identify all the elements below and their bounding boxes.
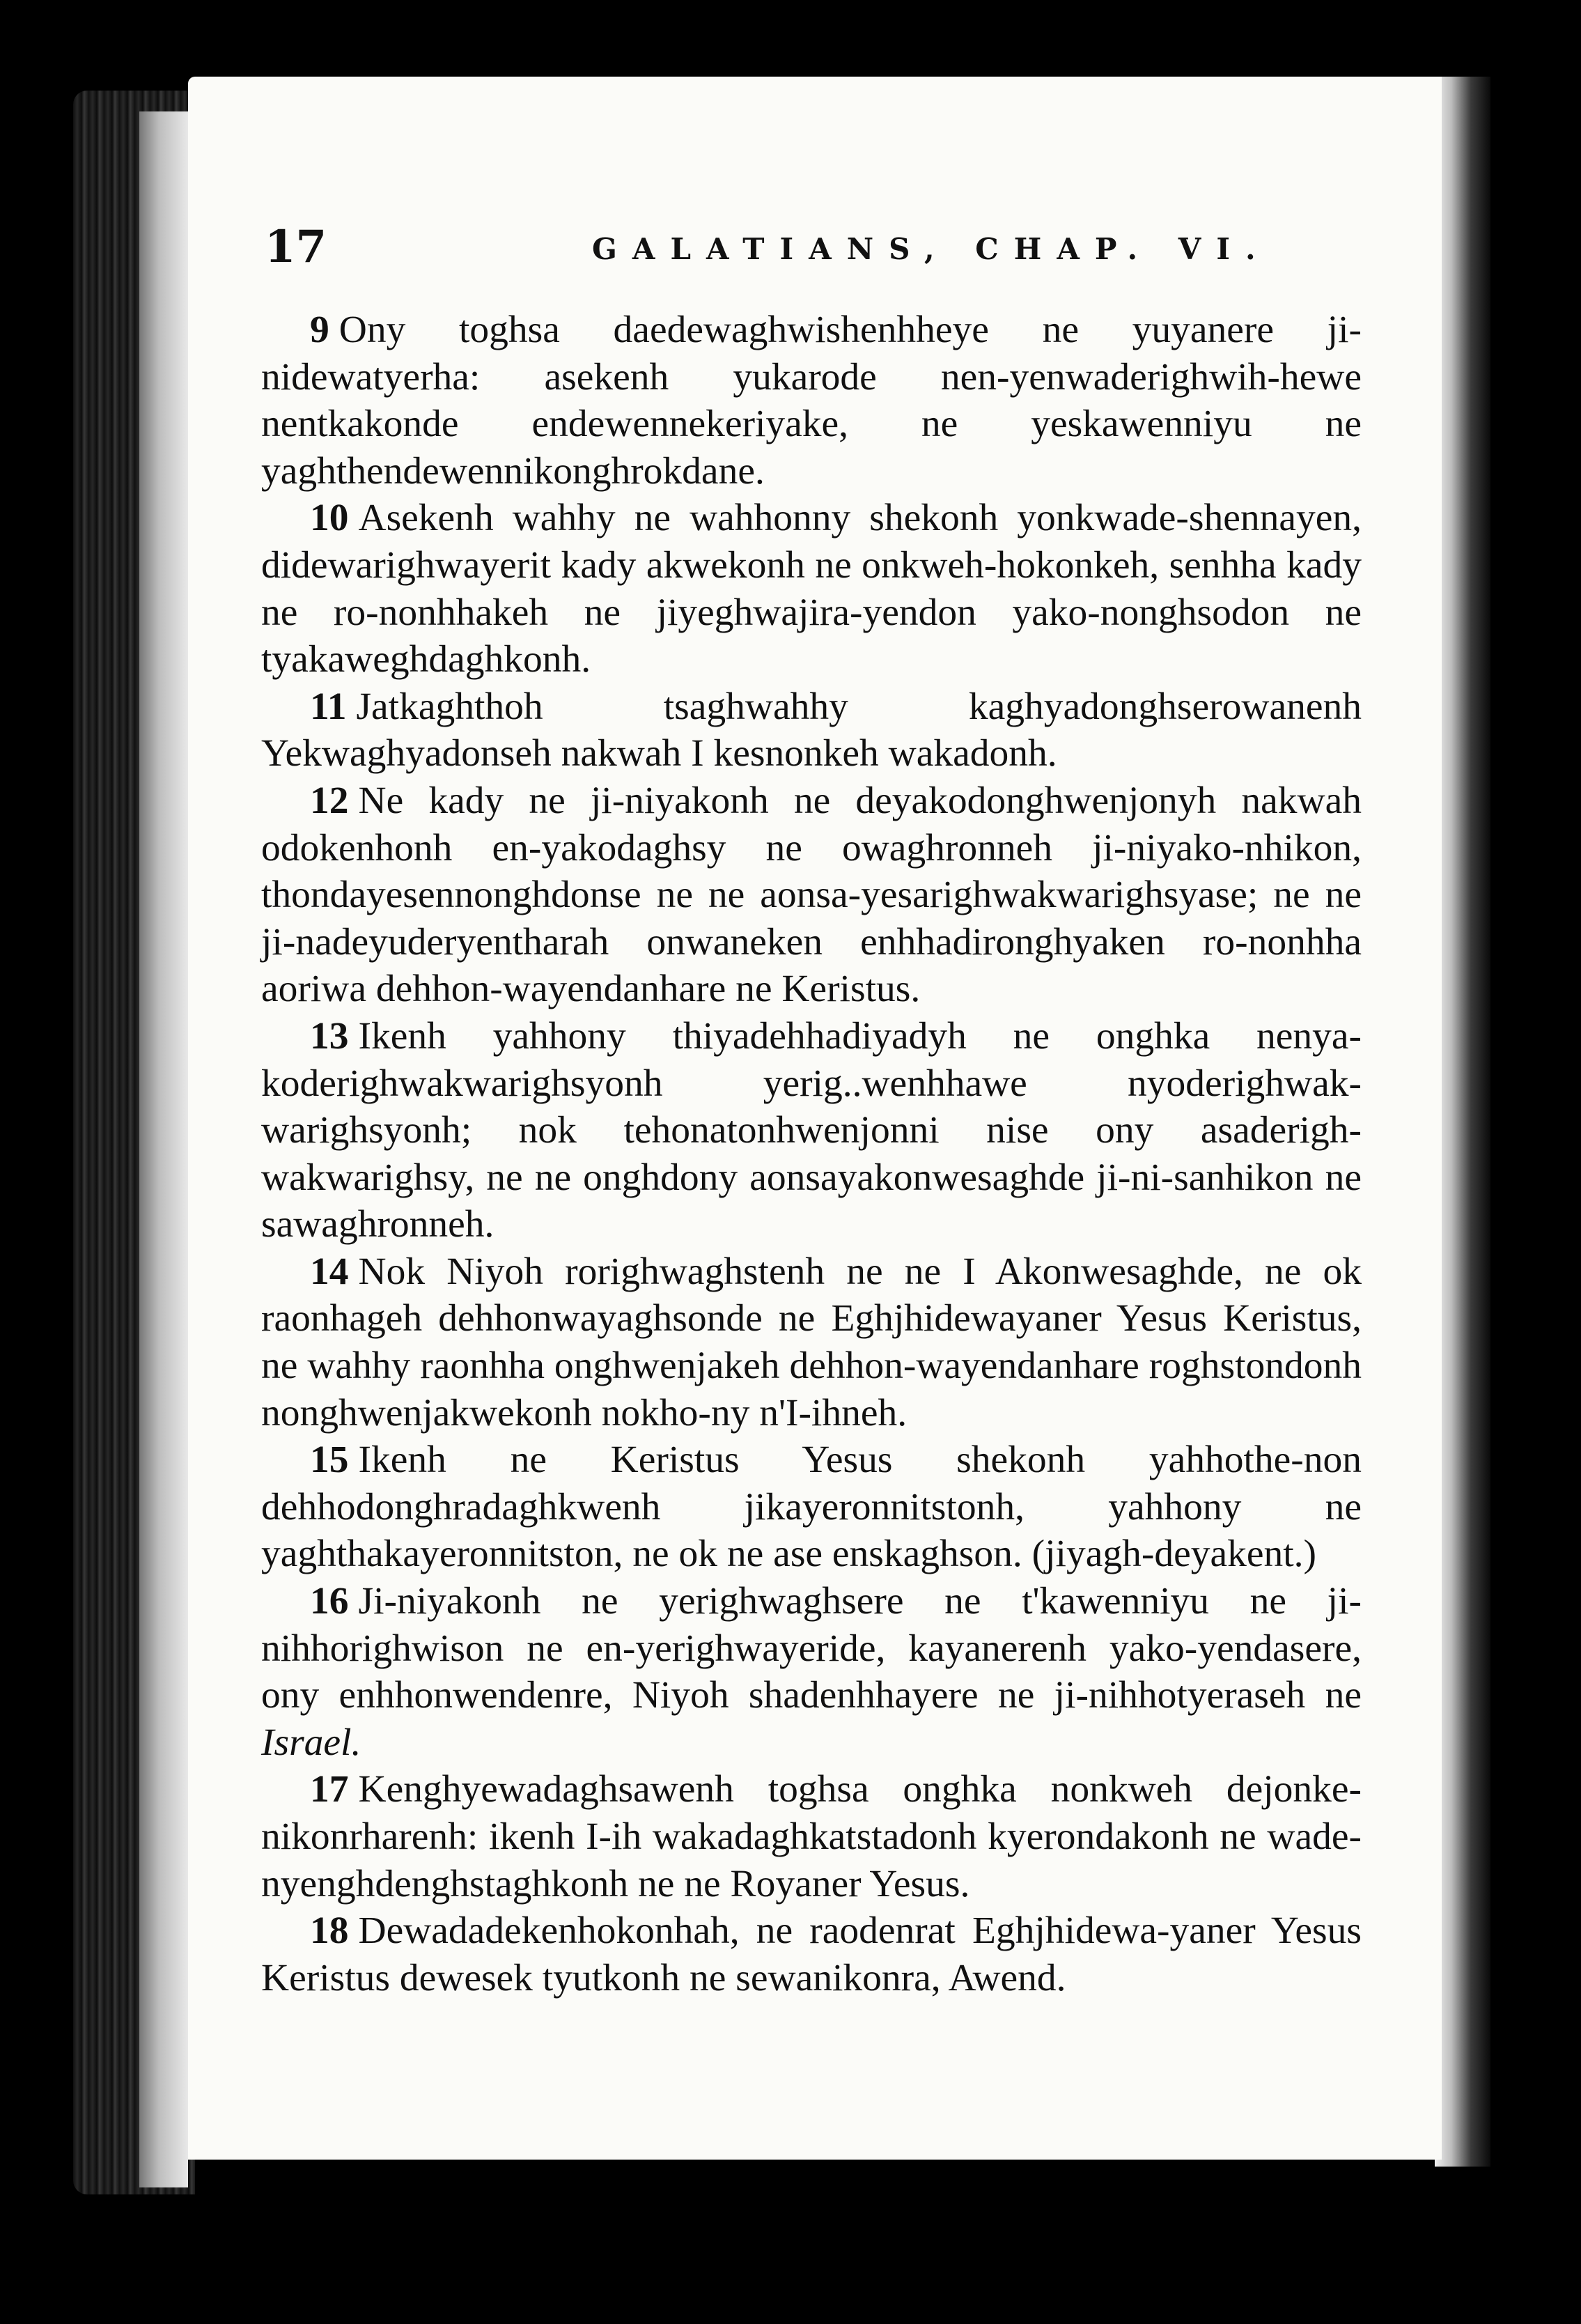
- verse-number: 17: [310, 1768, 349, 1811]
- verse-12: [261, 777, 1362, 1013]
- verse-number: 9: [310, 309, 329, 351]
- verse-text: Kenghyewadaghsawenh toghsa onghka nonkweh dejonke-nikonrharenh: ikenh I-ih wakadaghkatstadonh kyerondakonh ne wade-nyenghdenghstaghkonh ne ne Royaner Yesus.: [261, 1768, 1362, 1905]
- verse-number: 11: [310, 685, 347, 728]
- verse-text-block: [261, 307, 1362, 2001]
- verse-number: 10: [310, 497, 349, 540]
- verse-text: Dewadadekenhokonhah, ne raodenrat Eghjhidewa-yaner Yesus Keristus dewesek tyutkonh ne sewanikonra, Awend.: [261, 1909, 1362, 1999]
- verse-text-italic: Israel.: [261, 1721, 361, 1764]
- verse-text: Asekenh wahhy ne wahhonny shekonh yonkwade-shennayen, didewarighwayerit kady akwekonh ne onkweh-hokonkeh, senhha kady ne ro-nonhhakeh ne jiyeghwajira-yendon yako-nonghsodon ne tyakaweghdaghkonh.: [261, 497, 1362, 681]
- page-number: 17: [265, 221, 327, 273]
- verse-text: Ikenh yahhony thiyadehhadiyadyh ne onghka nenya-koderighwakwarighsyonh yerig..wenhhawe nyoderighwak-warighsyonh; nok tehonatonhwenjonni nise ony asaderigh-wakwarighsy, ne ne onghdony aonsayakonwesaghde ji-ni-sanhikon ne sawaghronneh.: [261, 1014, 1362, 1246]
- verse-13: [261, 1013, 1362, 1248]
- page-gutter-shadow: [139, 111, 188, 2187]
- page-header: [265, 216, 1351, 279]
- verse-18: [261, 1907, 1362, 2001]
- verse-text: Jatkaghthoh tsaghwahhy kaghyadonghserowanenh Yekwaghyadonseh nakwah I kesnonkeh wakadonh.: [261, 685, 1362, 775]
- verse-number: 14: [310, 1250, 349, 1293]
- verse-10: [261, 495, 1362, 683]
- verse-number: 13: [310, 1014, 349, 1058]
- verse-text: Ji-niyakonh ne yerighwaghsere ne t'kawenniyu ne ji-nihhorighwison ne en-yerighwayeride, kayanerenh yako-yendasere, ony enhhonwendenre, Niyoh shadenhhayere ne ji-nihhotyeraseh ne: [261, 1580, 1362, 1717]
- verse-number: 12: [310, 779, 349, 822]
- running-head: GALATIANS, CHAP. VI.: [592, 232, 1271, 266]
- verse-17: [261, 1766, 1362, 1907]
- verse-text: Ony toghsa daedewaghwishenhheye ne yuyanere ji-nidewatyerha: asekenh yukarode nen-yenwaderighwih-hewe nentkakonde endewennekeriyake, ne yeskawenniyu ne yaghthendewennikonghrokdane.: [261, 309, 1362, 493]
- verse-text: Ikenh ne Keristus Yesus shekonh yahhothe-non dehhodonghradaghkwenh jikayeronnitstonh, yahhony ne yaghthakayeronnitston, ne ok ne ase enskaghson. (jiyagh-deyakent.): [261, 1439, 1362, 1576]
- page-stack-edge: [1435, 77, 1490, 2167]
- verse-number: 15: [310, 1439, 349, 1482]
- verse-number: 16: [310, 1580, 349, 1623]
- verse-9: [261, 307, 1362, 495]
- verse-number: 18: [310, 1909, 349, 1953]
- verse-text: Ne kady ne ji-niyakonh ne deyakodonghwenjonyh nakwah odokenhonh en-yakodaghsy ne owaghronneh ji-niyako-nhikon, thondayesennonghdonse ne ne aonsa-yesarighwakwarighsyase; ne ne ji-nadeyuderyentharah onwaneken enhhadironghyaken ro-nonhha aoriwa dehhon-wayendanhare ne Keristus.: [261, 779, 1362, 1011]
- verse-15: [261, 1436, 1362, 1578]
- verse-14: [261, 1248, 1362, 1436]
- book-page: [188, 77, 1442, 2160]
- verse-16: [261, 1578, 1362, 1766]
- verse-text: Nok Niyoh rorighwaghstenh ne ne I Akonwesaghde, ne ok raonhageh dehhonwayaghsonde ne Eghjhidewayaner Yesus Keristus, ne wahhy raonhha onghwenjakeh dehhon-wayendanhare roghstondonh nonghwenjakwekonh nokho-ny n'I-ihneh.: [261, 1250, 1362, 1434]
- verse-11: [261, 683, 1362, 777]
